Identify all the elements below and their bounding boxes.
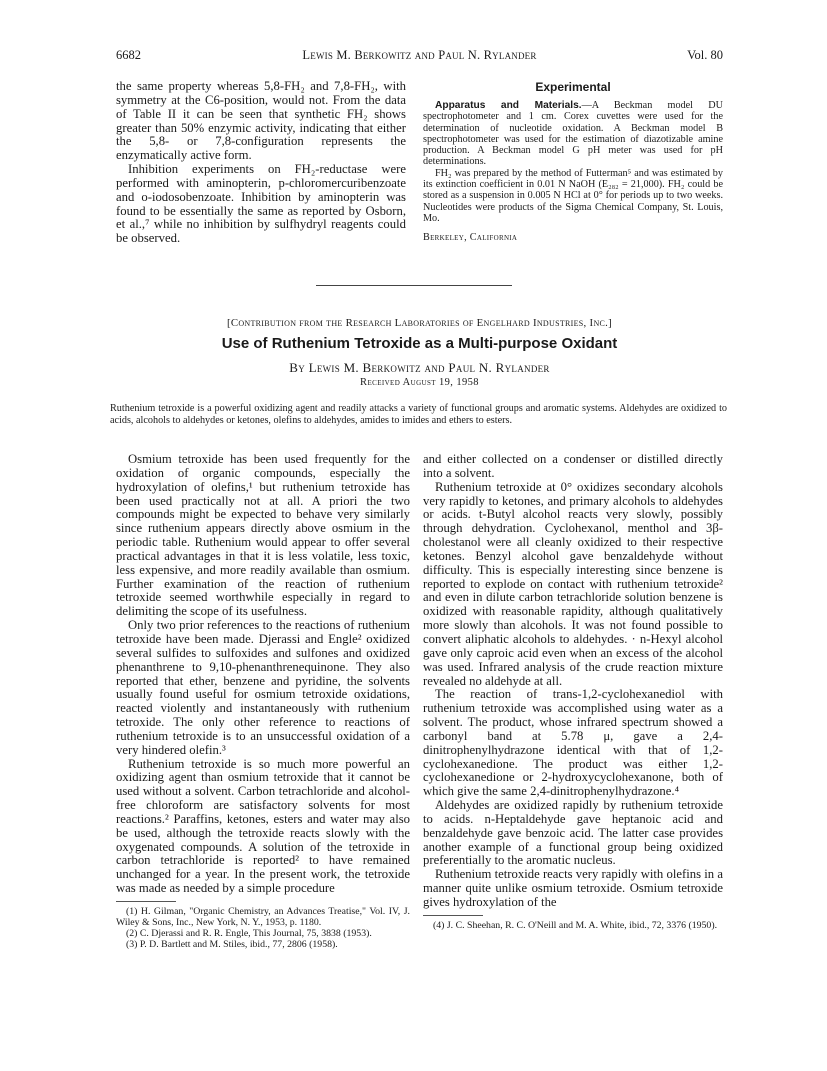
paragraph: Aldehydes are oxidized rapidly by ruthenium tetroxide to acids. n-Heptaldehyde gave heptanoic acid and benzaldehyde gave benzoic acid. The latter case provides another example of a functional group being oxidized preferentially to the aromatic nucleus.	[423, 798, 723, 868]
article-left-column	[116, 453, 410, 950]
article-right-column	[423, 453, 723, 931]
received-date: Received August 19, 1958	[360, 377, 479, 388]
experimental-section	[423, 80, 723, 243]
footnote: (4) J. C. Sheehan, R. C. O'Neill and M. A. White, ibid., 72, 3376 (1950).	[433, 919, 718, 931]
article-authors: By Lewis M. Berkowitz and Paul N. Rylander	[289, 360, 550, 375]
article-title: Use of Ruthenium Tetroxide as a Multi-purpose Oxidant	[221, 335, 618, 352]
footnote-rule	[116, 901, 176, 902]
paragraph: FH₂ was prepared by the method of Futterman⁵ and was estimated by its extinction coefficient in 0.01 N NaOH (E₂₈₂ = 21,000). FH₂ could be stored as a suspension in 0.005 N HCl at 0° for periods up to two weeks. Nucleotides were products of the Sigma Chemical Company, St. Louis, Mo.	[423, 167, 723, 224]
abstract: Ruthenium tetroxide is a powerful oxidizing agent and readily attacks a variety of functional groups and aromatic systems. Aldehydes are oxidized to acids, alcohols to aldehydes or ketones, olefins to aldehydes, amides to imides and ethers to esters.	[110, 403, 727, 426]
paragraph: and either collected on a condenser or distilled directly into a solvent.	[423, 452, 723, 480]
paragraph: Ruthenium tetroxide is so much more powerful an oxidizing agent than osmium tetroxide that it cannot be used without a solvent. Carbon tetrachloride and alcohol-free chloroform are satisfactory solvents for most reactions.² Paraffins, ketones, esters and water may also be used, although the tetroxide reacts slowly with the oxygenated compounds. A solution of the tetroxide in carbon tetrachloride is reported² to have remained unchanged for a year. In the present work, the tetroxide was made as needed by a simple procedure	[116, 756, 410, 896]
running-header	[116, 48, 723, 66]
paragraph-text: —A Beckman model DU spectrophotometer and 1 cm. Corex cuvettes were used for the determination of nucleotide oxidation. A Beckman model B spectrophotometer was used for the estimation of diazotizable amine production. A Beckman model G pH meter was used for pH determinations.	[423, 100, 723, 168]
paragraph: Inhibition experiments on FH₂-reductase were performed with aminopterin, p-chloromercuribenzoate and o-iodosobenzoate. Inhibition by aminopterin was found to be essentially the same as reported by Osborn, et al.,⁷ while no inhibition by sulfhydryl reagents could be observed.	[116, 162, 406, 246]
volume-label: Vol. 80	[687, 48, 723, 62]
footnote: (3) P. D. Bartlett and M. Stiles, ibid., 77, 2806 (1958).	[126, 939, 338, 950]
footnotes-right	[423, 920, 723, 931]
article-separator	[316, 285, 512, 286]
run-in-heading: Apparatus and Materials.	[435, 100, 582, 111]
running-title: Lewis M. Berkowitz and Paul N. Rylander	[302, 48, 537, 62]
paragraph: Osmium tetroxide has been used frequently for the oxidation of organic compounds, especially the hydroxylation of olefins,¹ but ruthenium tetroxide has been used practically not at all. A priori the two compounds might be expected to behave very similarly since ruthenium appears directly above osmium in the periodic table. Ruthenium would appear to offer several practical advantages in that it is less volatile, less toxic, less expensive, and more readily available than osmium. Further examination of the reaction of ruthenium tetroxide seemed worthwhile especially in regard to delimiting the scope of its usefulness.	[116, 452, 410, 619]
footnotes-left	[116, 906, 410, 950]
paragraph: Only two prior references to the reactions of ruthenium tetroxide have been made. Djerassi and Engle² oxidized several sulfides to sulfoxides and sulfones and oxidized phenanthrene to 9,10-phenanthrenequinone. They also reported that ether, benzene and pyridine, the solvents usually found useful for osmium tetroxide oxidations, reacted violently and instantaneously with ruthenium tetroxide. The only other reference to reactions of ruthenium tetroxide is to an unsuccessful oxidation of a very hindered olefin.³	[116, 618, 410, 757]
paragraph: Ruthenium tetroxide reacts very rapidly with olefins in a manner quite unlike osmium tetroxide. Osmium tetroxide gives hydroxylation of the	[423, 867, 723, 909]
footnote: (2) C. Djerassi and R. R. Engle, This Journal, 75, 3838 (1953).	[126, 928, 372, 939]
footnote-rule	[423, 915, 483, 916]
experimental-heading: Experimental	[535, 80, 611, 94]
contribution-line: [Contribution from the Research Laboratories of Engelhard Industries, Inc.]	[226, 317, 613, 329]
prev-article-left-column	[116, 80, 406, 246]
footnote: (1) H. Gilman, "Organic Chemistry, an Advances Treatise," Vol. IV, J. Wiley & Sons, Inc., New York, N. Y., 1953, p. 1180.	[116, 906, 410, 928]
paragraph: the same property whereas 5,8-FH₂ and 7,8-FH₂, with symmetry at the C6-position, would not. From the data of Table II it can be seen that synthetic FH₂ shows greater than 50% enzymic activity, indicating that either the 5,8- or 7,8-configuration represents the enzymatically active form.	[116, 79, 406, 163]
paragraph: The reaction of trans-1,2-cyclohexanediol with ruthenium tetroxide was accomplished using water as a solvent. The product, whose infrared spectrum showed a carbonyl band at 5.78 μ, gave a 2,4-dinitrophenylhydrazone identical with that of 1,2-cyclohexanedione. The product was either 1,2-cyclohexanedione or 2-hydroxycyclohexanone, both of which give the same 2,4-dinitrophenylhydrazone.⁴	[423, 687, 723, 799]
page-number: 6682	[116, 48, 141, 62]
paragraph: Ruthenium tetroxide at 0° oxidizes secondary alcohols very rapidly to ketones, and primary alcohols to aldehydes or acids. t-Butyl alcohol reacts very slowly, possibly through dehydration. Cyclohexanol, menthol and 3β-cholestanol were all cleanly oxidized to their respective ketones. Benzyl alcohol gave benzaldehyde without difficulty. This is especially interesting since benzene is reported to explode on contact with ruthenium tetroxide² and even in dilute carbon tetrachloride solution benzene is oxidized with reasonable rapidity, although qualitatively more slowly than alcohols. It was not found possible to convert aliphatic alcohols to aldehydes. · n-Hexyl alcohol gave only caproic acid even when an excess of the alcohol was used. Infrared analysis of the crude reaction mixture revealed no aldehyde at all.	[423, 479, 723, 688]
paragraph	[423, 100, 723, 168]
author-location: Berkeley, California	[423, 232, 518, 244]
